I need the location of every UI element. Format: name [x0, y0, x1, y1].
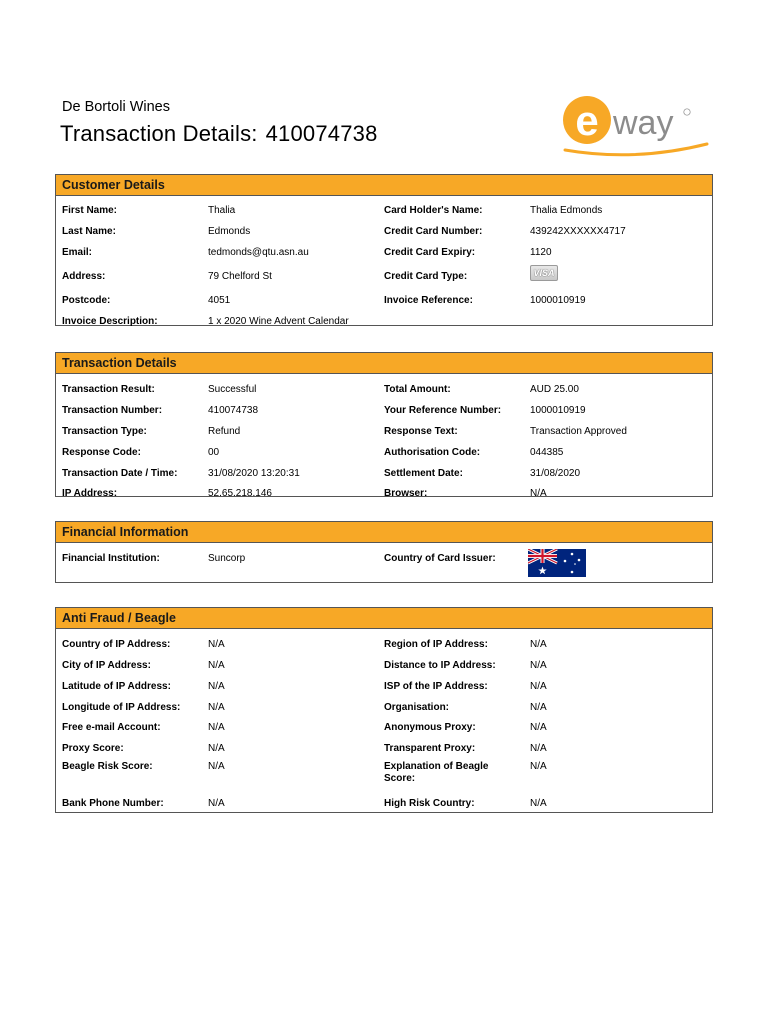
field-value: Refund: [208, 426, 241, 437]
merchant-name: De Bortoli Wines: [62, 99, 170, 115]
section-heading: Customer Details: [56, 175, 712, 196]
field-value: 52.65.218.146: [208, 488, 272, 499]
field-label: Longitude of IP Address:: [62, 702, 181, 713]
field-value: N/A: [208, 660, 225, 671]
field-label: Total Amount:: [384, 384, 451, 395]
anti-fraud-section: [55, 607, 713, 813]
field-value: 1 x 2020 Wine Advent Calendar: [208, 316, 349, 327]
field-label: Latitude of IP Address:: [62, 681, 171, 692]
section-heading: Financial Information: [56, 522, 712, 543]
field-value: N/A: [530, 488, 547, 499]
field-label: Proxy Score:: [62, 743, 124, 754]
section-heading: Anti Fraud / Beagle: [56, 608, 712, 629]
field-label: Browser:: [384, 488, 428, 499]
customer-details-section: [55, 174, 713, 326]
field-value: N/A: [530, 639, 547, 650]
field-value: 00: [208, 447, 220, 458]
field-label: Credit Card Expiry:: [384, 247, 476, 258]
field-value: N/A: [208, 722, 225, 733]
field-label: Organisation:: [384, 702, 450, 713]
field-value: 044385: [530, 447, 564, 458]
field-value: Thalia: [208, 205, 236, 216]
field-value: 31/08/2020 13:20:31: [208, 468, 300, 479]
field-value: N/A: [530, 722, 547, 733]
field-label: ISP of the IP Address:: [384, 681, 488, 692]
field-value: 31/08/2020: [530, 468, 581, 479]
eway-logo: [555, 86, 715, 162]
field-label: Response Code:: [62, 447, 141, 458]
field-label: Country of IP Address:: [62, 639, 171, 650]
field-value: Successful: [208, 384, 257, 395]
field-value: 410074738: [208, 405, 259, 416]
logo-text: e: [575, 97, 599, 144]
field-label: Free e-mail Account:: [62, 722, 161, 733]
field-label: Anonymous Proxy:: [384, 722, 476, 733]
logo-text-rest: way: [613, 104, 674, 142]
field-label: Transaction Date / Time:: [62, 468, 178, 479]
field-label: Transparent Proxy:: [384, 743, 476, 754]
field-value: 79 Chelford St: [208, 271, 272, 282]
section-heading: Transaction Details: [56, 353, 712, 374]
field-value: N/A: [208, 743, 225, 754]
field-value: tedmonds@qtu.asn.au: [208, 247, 309, 258]
field-value: 1120: [530, 247, 552, 258]
field-value: N/A: [208, 798, 225, 809]
field-label: Credit Card Number:: [384, 226, 483, 237]
field-label: Your Reference Number:: [384, 405, 502, 416]
transaction-details-section: [55, 352, 713, 497]
field-value: 439242XXXXXX4717: [530, 226, 626, 237]
field-label: Settlement Date:: [384, 468, 463, 479]
field-value: N/A: [208, 681, 225, 692]
field-value: N/A: [530, 702, 547, 713]
field-value: Thalia Edmonds: [530, 205, 603, 216]
field-value: AUD 25.00: [530, 384, 579, 395]
field-value: Suncorp: [208, 553, 246, 564]
field-label: Last Name:: [62, 226, 116, 237]
field-value: Transaction Approved: [530, 426, 627, 437]
field-label: Authorisation Code:: [384, 447, 481, 458]
field-value: 1000010919: [530, 405, 586, 416]
page-title: [60, 121, 386, 147]
field-label: Country of Card Issuer:: [384, 553, 496, 564]
field-label: Invoice Description:: [62, 316, 158, 327]
field-value: 1000010919: [530, 295, 586, 306]
field-label: Invoice Reference:: [384, 295, 473, 306]
page-title-prefix: Transaction Details:: [60, 121, 258, 146]
field-label: Transaction Type:: [62, 426, 147, 437]
field-value: N/A: [208, 761, 225, 772]
field-value: Edmonds: [208, 226, 251, 237]
field-label: Beagle Risk Score:: [62, 761, 153, 772]
visa-card-icon: VISA: [530, 265, 558, 281]
field-label: First Name:: [62, 205, 118, 216]
field-label: High Risk Country:: [384, 798, 475, 809]
field-label: Email:: [62, 247, 93, 258]
field-label: Explanation of Beagle Score:: [384, 761, 489, 784]
field-label: Response Text:: [384, 426, 458, 437]
field-label: Bank Phone Number:: [62, 798, 164, 809]
field-value: 4051: [208, 295, 231, 306]
field-value: N/A: [530, 761, 547, 772]
financial-information-section: [55, 521, 713, 583]
field-label: Financial Institution:: [62, 553, 160, 564]
field-label: IP Address:: [62, 488, 118, 499]
field-value: N/A: [530, 798, 547, 809]
field-value: N/A: [208, 702, 225, 713]
field-label: Postcode:: [62, 295, 111, 306]
field-label: Card Holder's Name:: [384, 205, 483, 216]
field-label: Distance to IP Address:: [384, 660, 496, 671]
field-label: Credit Card Type:: [384, 271, 468, 282]
field-value: N/A: [530, 681, 547, 692]
field-label: Region of IP Address:: [384, 639, 488, 650]
field-label: Transaction Number:: [62, 405, 163, 416]
field-label: Transaction Result:: [62, 384, 155, 395]
field-label: Address:: [62, 271, 106, 282]
transaction-number-title: 410074738: [265, 121, 378, 146]
field-label: City of IP Address:: [62, 660, 151, 671]
field-value: N/A: [530, 660, 547, 671]
australia-flag-icon: [528, 549, 586, 577]
field-value: N/A: [530, 743, 547, 754]
field-value: N/A: [208, 639, 225, 650]
